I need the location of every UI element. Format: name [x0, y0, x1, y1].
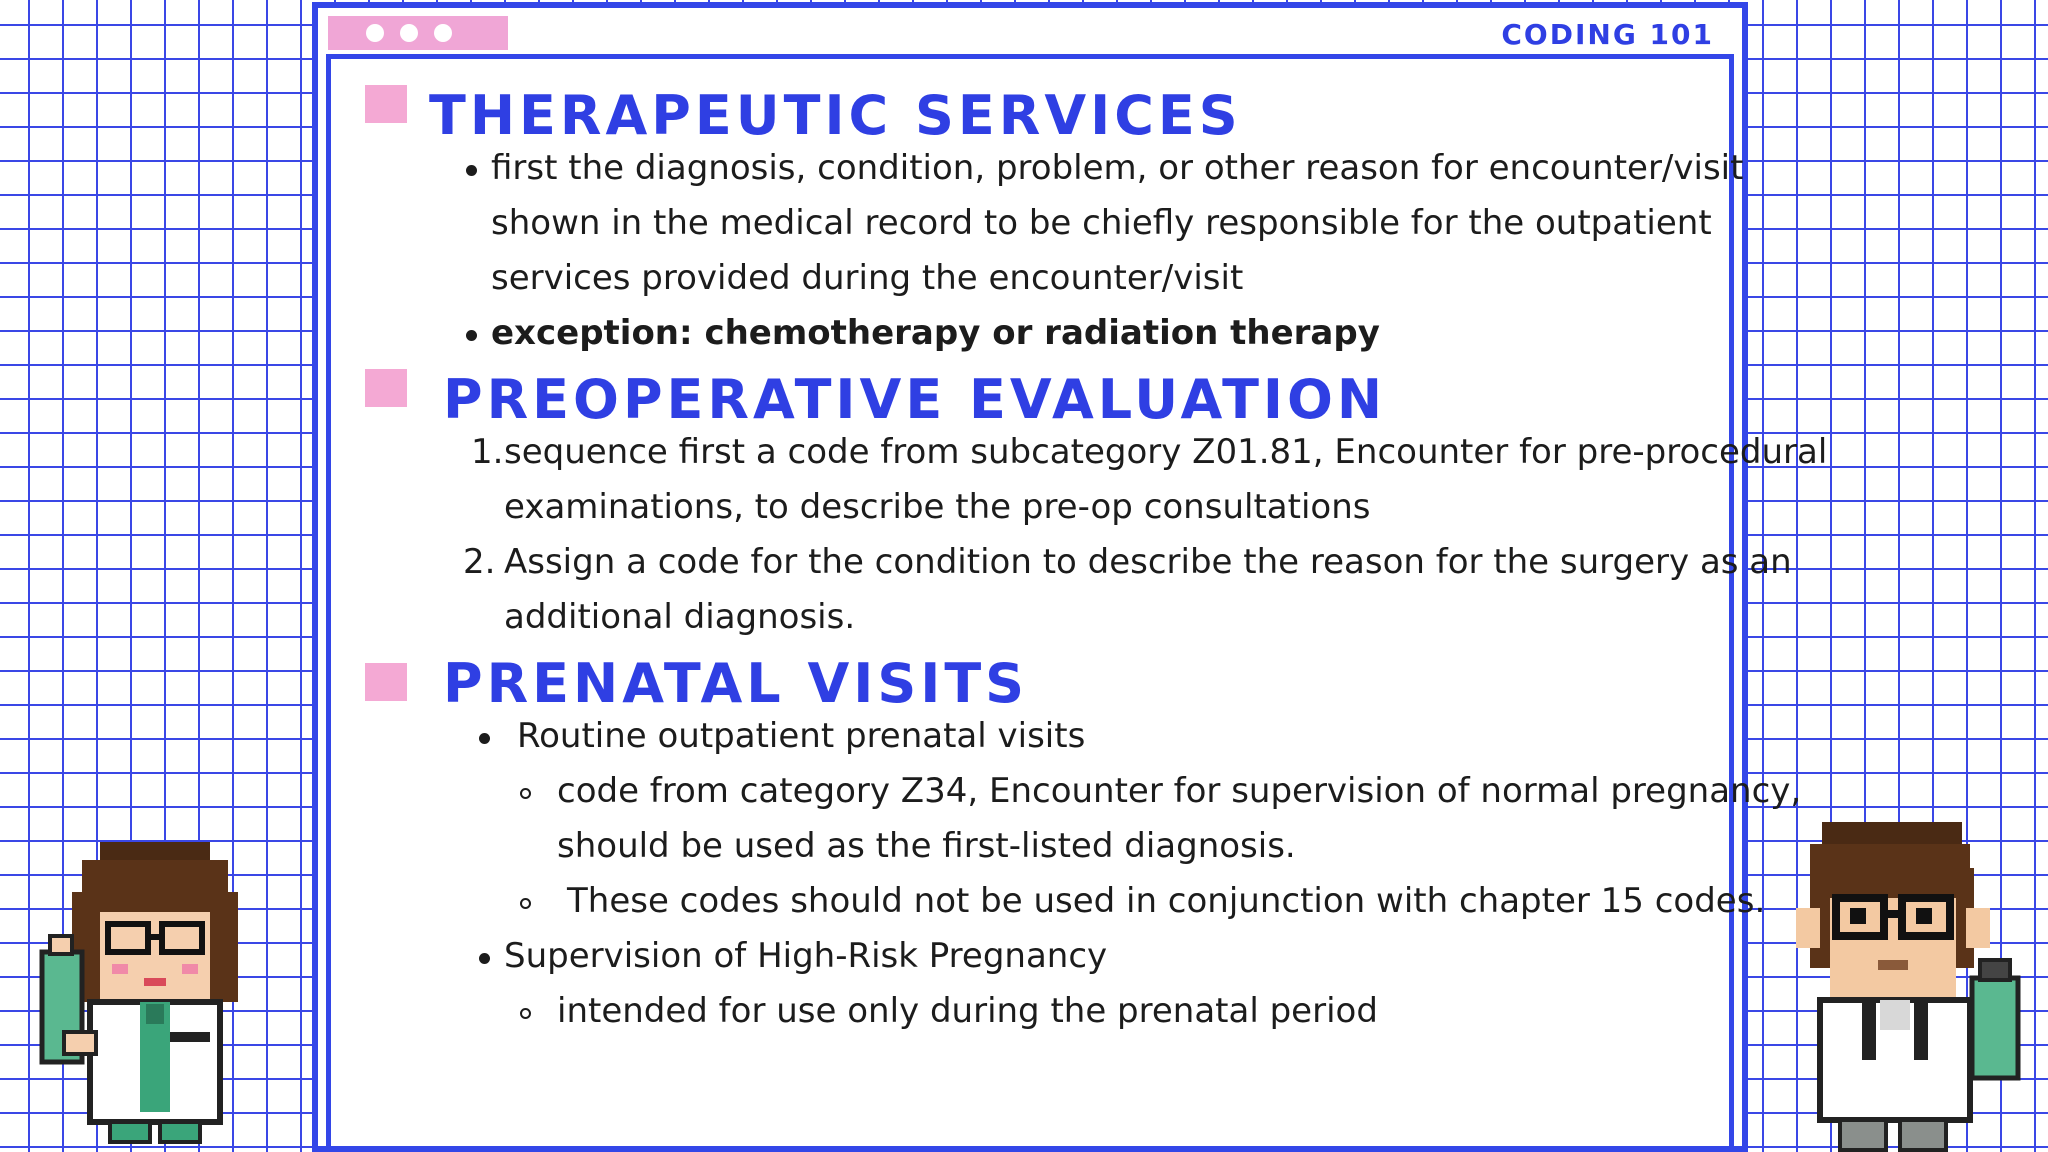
sub-bullet-line: should be used as the first-listed diagnosis.: [557, 826, 1296, 866]
section-marker-icon: [365, 85, 407, 123]
window-dot-icon: [434, 24, 452, 42]
bullet-line: Supervision of High-Risk Pregnancy: [504, 936, 1108, 976]
section-title-prenatal: PRENATAL VISITS: [443, 652, 1029, 715]
bullet-line: first the diagnosis, condition, problem, or other reason for encounter/visit: [491, 148, 1744, 188]
window-dot-icon: [400, 24, 418, 42]
doctor-male-icon: [1750, 818, 2048, 1152]
section-marker-icon: [365, 663, 407, 701]
doctor-female-icon: [20, 832, 290, 1152]
numbered-line: examinations, to describe the pre-op consultations: [504, 487, 1371, 527]
sub-bullet-icon: [520, 898, 531, 909]
window-dot-icon: [366, 24, 384, 42]
sub-bullet-line: intended for use only during the prenatal period: [557, 991, 1378, 1031]
sub-bullet-icon: [520, 788, 531, 799]
window-tab: [328, 16, 508, 50]
exception-line: exception: chemotherapy or radiation therapy: [491, 313, 1380, 353]
slide-window: [312, 2, 1828, 1152]
sub-bullet-icon: [520, 1008, 531, 1019]
sub-bullet-line: These codes should not be used in conjunction with chapter 15 codes.: [567, 881, 1766, 921]
list-number: 1.: [471, 432, 504, 472]
numbered-line: sequence first a code from subcategory Z01.81, Encounter for pre-procedural: [504, 432, 1828, 472]
content-panel: [326, 54, 1828, 1146]
numbered-line: Assign a code for the condition to describe the reason for the surgery as an: [504, 542, 1792, 582]
bullet-icon: [466, 330, 477, 341]
bullet-icon: [466, 165, 477, 176]
bullet-line: services provided during the encounter/visit: [491, 258, 1244, 298]
sub-bullet-line: code from category Z34, Encounter for supervision of normal pregnancy,: [557, 771, 1802, 811]
bullet-icon: [479, 733, 490, 744]
window-title-bar: [318, 8, 1742, 54]
bullet-line: Routine outpatient prenatal visits: [517, 716, 1086, 756]
bullet-icon: [479, 953, 490, 964]
window-label: CODING 101: [1501, 18, 1714, 51]
numbered-line: additional diagnosis.: [504, 597, 856, 637]
list-number: 2.: [463, 542, 496, 582]
section-marker-icon: [365, 369, 407, 407]
bullet-line: shown in the medical record to be chiefly responsible for the outpatient: [491, 203, 1712, 243]
section-title-preoperative: PREOPERATIVE EVALUATION: [443, 368, 1387, 431]
section-title-therapeutic: THERAPEUTIC SERVICES: [429, 84, 1242, 147]
